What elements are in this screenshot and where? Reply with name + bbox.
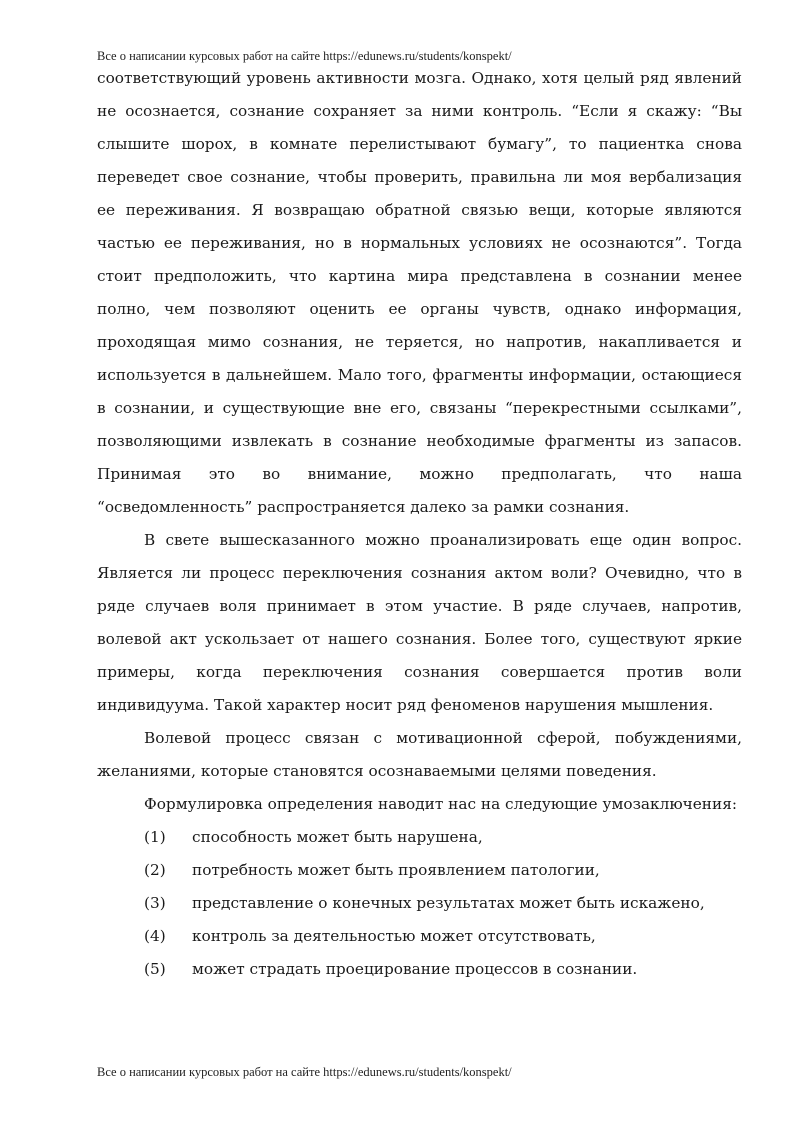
list-item-text: контроль за деятельностью может отсутствовать,: [192, 927, 596, 945]
list-item-text: потребность может быть проявлением патологии,: [192, 861, 600, 879]
list-item-text: представление о конечных результатах может быть искажено,: [192, 894, 705, 912]
list-item: [97, 953, 742, 986]
list-item-number: (4): [144, 927, 166, 945]
conclusions-list: [97, 821, 742, 986]
paragraph-continuation: соответствующий уровень активности мозга. Однако, хотя целый ряд явлений не осознается, сознание сохраняет за ними контроль. “Если я скажу: “Вы слышите шорох, в комнате перелистывают бумагу”, то пациентка снова переведет свое сознание, чтобы проверить, правильна ли моя вербализация ее переживания. Я возвращаю обратной связью вещи, которые являются частью ее переживания, но в нормальных условиях не осознаются”. Тогда стоит предположить, что картина мира представлена в сознании менее полно, чем позволяют оценить ее органы чувств, однако информация, проходящая мимо сознания, не теряется, но напротив, накапливается и используется в дальнейшем. Мало того, фрагменты информации, остающиеся в сознании, и существующие вне его, связаны “перекрестными ссылками”, позволяющими извлекать в сознание необходимые фрагменты из запасов. Принимая это во внимание, можно предполагать, что наша “осведомленность” распространяется далеко за рамки сознания.: [97, 69, 742, 516]
list-item-text: способность может быть нарушена,: [192, 828, 483, 846]
document-body: [97, 62, 742, 986]
list-item: [97, 854, 742, 887]
list-item-number: (2): [144, 861, 166, 879]
list-item-number: (3): [144, 894, 166, 912]
list-item-number: (1): [144, 828, 166, 846]
list-item: [97, 821, 742, 854]
page-header: Все о написании курсовых работ на сайте https://edunews.ru/students/konspekt/: [97, 49, 512, 63]
list-item-text: может страдать проецирование процессов в сознании.: [192, 960, 638, 978]
list-item-number: (5): [144, 960, 166, 978]
list-item: [97, 920, 742, 953]
page-footer: Все о написании курсовых работ на сайте https://edunews.ru/students/konspekt/: [97, 1065, 512, 1079]
paragraph-volitional-process: Волевой процесс связан с мотивационной сферой, побуждениями, желаниями, которые становятся осознаваемыми целями поведения.: [97, 729, 742, 780]
list-item: [97, 887, 742, 920]
paragraph-volition-question: В свете вышесказанного можно проанализировать еще один вопрос. Является ли процесс переключения сознания актом воли? Очевидно, что в ряде случаев воля принимает в этом участие. В ряде случаев, напротив, волевой акт ускользает от нашего сознания. Более того, существуют яркие примеры, когда переключения сознания совершается против воли индивидуума. Такой характер носит ряд феноменов нарушения мышления.: [97, 531, 742, 714]
paragraph-definition-conclusions: Формулировка определения наводит нас на следующие умозаключения:: [144, 795, 737, 813]
